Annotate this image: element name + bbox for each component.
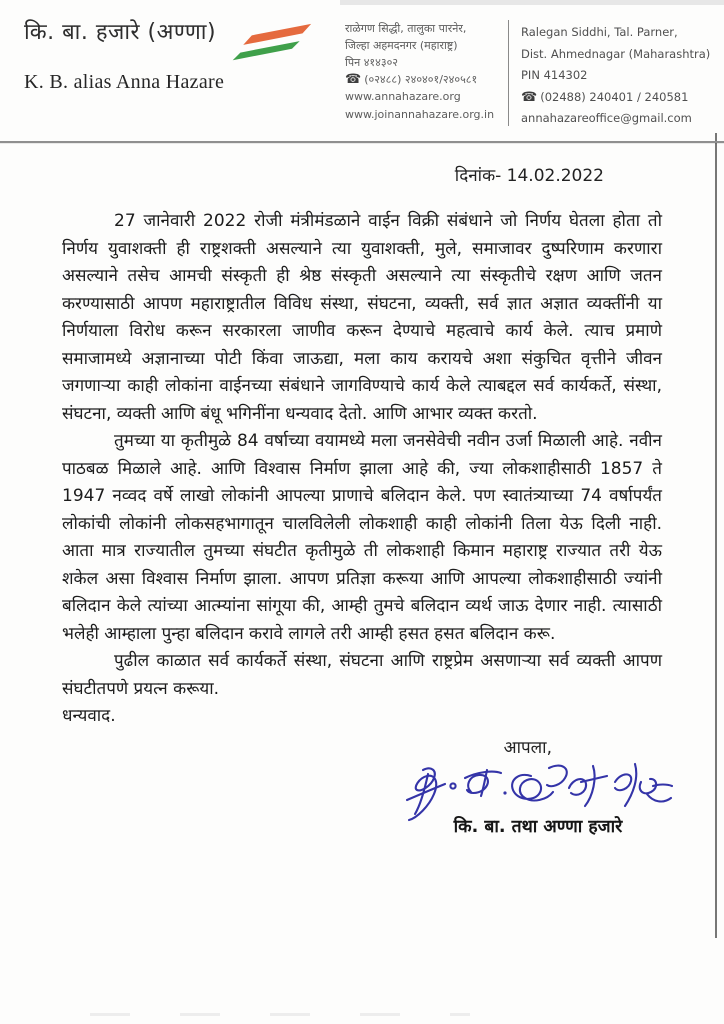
address-marathi-line2: जिल्हा अहमदनगर (महाराष्ट्र) [345, 39, 458, 52]
phone-english-number: (02488) 240401 / 240581 [540, 89, 689, 104]
scan-artifact-top [340, 0, 724, 5]
letterhead-column-divider [508, 20, 509, 126]
signoff: आपला, [503, 737, 552, 758]
handwritten-signature [401, 760, 673, 822]
letterhead-address-english [521, 22, 717, 130]
paragraph-2: तुमच्या या कृतीमुळे 84 वर्षाच्या वयामध्ये मला जनसेवेची नवीन उर्जा मिळाली आहे. नवीन पाठबळ मिळाले आहे. आणि विश्वास निर्माण झाला आहे की, ज्या लोकशाहीसाठी 1857 ते 1947 नव्वद वर्षे लाखो लोकांनी आपल्या प्राणाचे बलिदान केले. पण स्वातंत्र्याच्या 74 वर्षापर्यंत लोकांची लोकांनी लोकसहभागातून चालविलेली लोकशाही काही लोकांनी तिला येऊ दिली नाही. आता मात्र राज्यातील तुमच्या संघटीत कृतीमुळे ती लोकशाही किमान महाराष्ट्र राज्यात तरी येऊ शकेल असा विश्वास निर्माण झाला. आपण प्रतिज्ञा करूया आणि आपल्या लोकशाहीसाठी ज्यांनी बलिदान केले त्यांच्या आत्म्यांना सांगूया की, आम्ही तुमचे बलिदान व्यर्थ जाऊ देणार नाही. त्यासाठी भलेही आम्हाला पुन्हा बलिदान करावे लागले तरी आम्ही हसत हसत बलिदान करू. [62, 431, 662, 644]
signatory-name: कि. बा. तथा अण्णा हजारे [453, 816, 623, 837]
email-address: annahazareoffice@gmail.com [521, 111, 692, 125]
website-primary: www.annahazare.org [345, 90, 461, 103]
letter-paragraphs [62, 208, 662, 703]
phone-english [521, 87, 717, 109]
letterhead-rule [0, 141, 724, 143]
paragraph-3: पुढील काळात सर्व कार्यकर्ते संस्था, संघटना आणि राष्ट्रप्रेम असणाऱ्या सर्व व्यक्ती आपण संघटीतपणे प्रयत्न करूया. [62, 651, 662, 699]
address-english-line2: Dist. Ahmednagar (Maharashtra) [521, 46, 711, 61]
letterhead-name-english: K. B. alias Anna Hazare [24, 71, 225, 93]
phone-icon: ☎ [345, 72, 362, 87]
scan-artifact-right-edge [715, 133, 717, 938]
address-marathi-line1: राळेगण सिद्धी, तालुका पारनेर, [345, 22, 467, 35]
phone-marathi [345, 71, 503, 88]
website-secondary: www.joinannahazare.org.in [345, 108, 495, 121]
letterhead-address-marathi [345, 20, 503, 124]
scan-artifact-bottom [90, 1013, 470, 1016]
paragraph-1: 27 जानेवारी 2022 रोजी मंत्रीमंडळाने वाईन विक्री संबंधाने जो निर्णय घेतला होता तो निर्णय युवाशक्ती ही राष्ट्रशक्ती असल्याने त्या युवाशक्ती, मुले, समाजावर दुष्परिणाम करणारा असल्याने तसेच आमची संस्कृती ही श्रेष्ठ संस्कृती असल्याने त्या संस्कृतीचे रक्षण आणि जतन करण्यासाठी आपण महाराष्ट्रातील विविध संस्था, संघटना, व्यक्ती, सर्व ज्ञात अज्ञात व्यक्तींनी या निर्णयाला विरोध करून सरकारला जाणीव करून देण्याचे महत्वाचे कार्य केले. त्याच प्रमाणे समाजामध्ये अज्ञानाच्या पोटी किंवा जाऊद्या, मला काय करायचे अशा संकुचित वृत्तीने जीवन जगणाऱ्या काही लोकांना वाईनच्या संबंधाने जागविण्याचे कार्य केले त्याबद्दल सर्व कार्यकर्ते, संस्था, संघटना, व्यक्ती आणि बंधू भगिनींना धन्यवाद देतो. आणि आभार व्यक्त करतो. [62, 211, 662, 424]
address-english-line1: Ralegan Siddhi, Tal. Parner, [521, 25, 678, 39]
letterhead-identity [24, 18, 344, 94]
address-english-line3: PIN 414302 [521, 68, 588, 82]
address-marathi-line3: पिन ४१४३०२ [345, 56, 399, 69]
date-line: दिनांक- 14.02.2022 [454, 166, 604, 186]
closing-thanks: धन्यवाद. [62, 706, 116, 726]
phone-marathi-number: (०२४८८) २४०४०१/२४०५८१ [364, 73, 478, 86]
phone-icon: ☎ [521, 89, 538, 105]
letterhead-name-devanagari: कि. बा. हजारे (अण्णा) [24, 20, 217, 45]
letter-body [62, 163, 662, 838]
letterhead [0, 10, 724, 133]
signature-block [407, 760, 669, 838]
tricolor-flag-icon [226, 22, 314, 68]
